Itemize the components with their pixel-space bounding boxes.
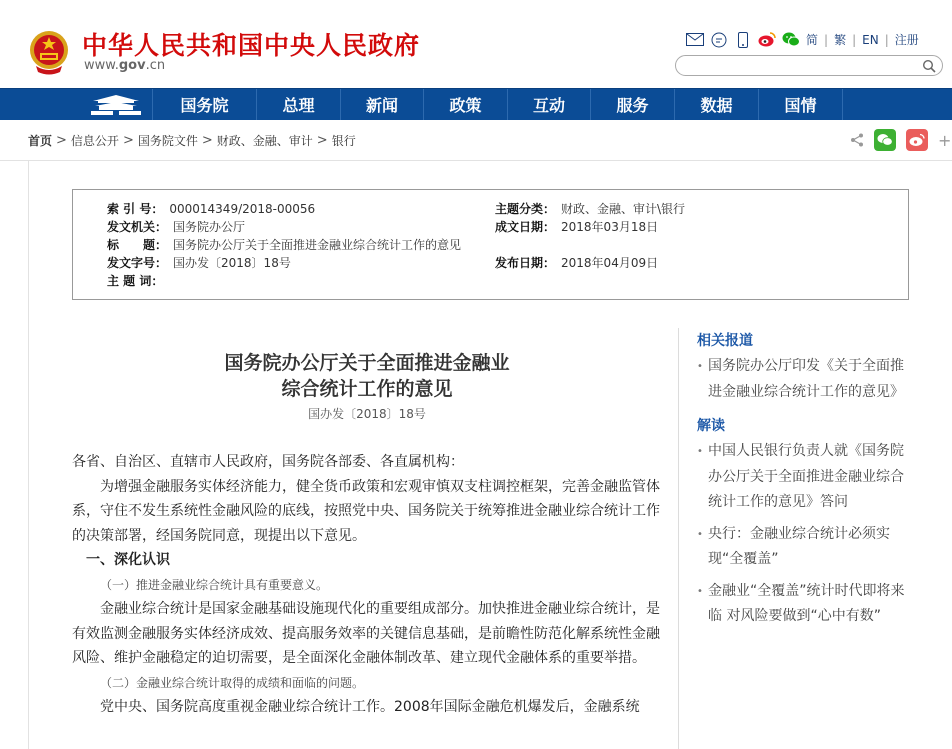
- info-value: 2018年04月09日: [561, 256, 659, 270]
- info-label: 索 引 号：: [107, 202, 164, 216]
- site-title[interactable]: 中华人民共和国中央人民政府: [82, 31, 421, 60]
- tiananmen-icon: [89, 93, 143, 117]
- interpretation-list: [697, 439, 907, 630]
- article-doc-number: 国办发〔2018〕18号: [308, 407, 426, 421]
- site-url-prefix: www.: [84, 58, 119, 73]
- interpretation-link[interactable]: • 央行：金融业综合统计必须实现“全覆盖”: [697, 522, 907, 573]
- breadcrumb-info-disclosure[interactable]: 信息公开: [70, 134, 119, 148]
- simplified-chinese-link[interactable]: 简: [806, 33, 819, 47]
- info-doc-number: [107, 254, 291, 272]
- salutation: 各省、自治区、直辖市人民政府，国务院各部委、各直属机构：: [72, 454, 464, 470]
- search-box: [675, 55, 943, 76]
- share-bar: [850, 129, 951, 151]
- content-border: [28, 160, 29, 749]
- info-issuer: [107, 218, 245, 236]
- nav-item-interaction[interactable]: 互动: [507, 89, 590, 120]
- weibo-share-icon[interactable]: [906, 129, 928, 151]
- share-icon[interactable]: [850, 133, 864, 147]
- more-share-button[interactable]: +: [938, 130, 952, 150]
- info-index: [107, 200, 315, 218]
- nav-item-policy[interactable]: 政策: [423, 89, 507, 120]
- info-label: 主 题 词：: [107, 274, 164, 288]
- breadcrumb-finance[interactable]: 财政、金融、审计: [216, 134, 313, 148]
- info-title: [107, 236, 461, 254]
- site-header: [0, 0, 952, 88]
- separator: |: [824, 32, 829, 47]
- info-topic: [495, 200, 685, 218]
- separator: |: [884, 32, 889, 47]
- info-keywords: [107, 272, 169, 290]
- utility-bar: [686, 31, 919, 48]
- breadcrumb-separator: >: [316, 133, 328, 148]
- info-label: 发文机关：: [107, 220, 168, 234]
- wechat-share-icon[interactable]: [874, 129, 896, 151]
- info-value: 2018年03月18日: [561, 220, 659, 234]
- breadcrumb-separator: >: [201, 133, 213, 148]
- breadcrumb-home[interactable]: 首页: [28, 134, 53, 148]
- mobile-icon[interactable]: [734, 32, 752, 48]
- register-link[interactable]: 注册: [894, 33, 919, 47]
- info-published-date: [495, 254, 658, 272]
- nav-divider: [842, 89, 843, 120]
- document-info-box: [72, 189, 909, 300]
- info-value: 000014349/2018-00056: [169, 202, 316, 216]
- breadcrumb-separator: >: [122, 133, 134, 148]
- nav-item-state-council[interactable]: 国务院: [152, 89, 256, 120]
- national-emblem-logo[interactable]: [28, 28, 70, 76]
- wechat-icon[interactable]: [782, 32, 800, 48]
- site-url[interactable]: [84, 58, 165, 73]
- search-input[interactable]: [686, 58, 926, 77]
- info-label: 发布日期：: [495, 256, 556, 270]
- breadcrumb-state-council-docs[interactable]: 国务院文件: [137, 134, 198, 148]
- article-title: [72, 350, 662, 402]
- traditional-chinese-link[interactable]: 繁: [834, 33, 847, 47]
- related-reports-list: [697, 354, 907, 405]
- sidebar: [697, 330, 907, 640]
- article-body: [72, 450, 662, 720]
- search-icon[interactable]: [922, 59, 936, 73]
- site-url-domain: gov: [118, 58, 146, 73]
- info-value: 国办发〔2018〕18号: [173, 256, 291, 270]
- nav-item-premier[interactable]: 总理: [256, 89, 340, 120]
- mail-icon[interactable]: [686, 32, 704, 48]
- info-created-date: [495, 218, 658, 236]
- english-link[interactable]: EN: [862, 32, 879, 47]
- paragraph: 党中央、国务院高度重视金融业综合统计工作。2008年国际金融危机爆发后，金融系统: [100, 699, 640, 715]
- nav-home[interactable]: [80, 89, 152, 120]
- main-nav: [0, 88, 952, 120]
- info-label: 主题分类：: [495, 202, 556, 216]
- subsection-heading: （二）金融业综合统计取得的成绩和面临的问题。: [100, 675, 365, 690]
- paragraph: 金融业综合统计是国家金融基础设施现代化的重要组成部分。加快推进金融业综合统计，是有效监测金融服务实体经济成效、提高服务效率的关键信息基础，是前瞻性防范化解系统性金融风险、维护金融稳定的迫切需要，是全面深化金融体制改革、建立现代金融体系的重要举措。: [72, 601, 660, 666]
- nav-item-national-info[interactable]: 国情: [758, 89, 842, 120]
- article-title-line: 国务院办公厅关于全面推进金融业: [224, 352, 510, 374]
- breadcrumb-separator: >: [56, 133, 67, 148]
- info-label: 成文日期：: [495, 220, 556, 234]
- info-value: 财政、金融、审计\银行: [561, 202, 686, 216]
- nav-item-news[interactable]: 新闻: [340, 89, 423, 120]
- breadcrumb-banking[interactable]: 银行: [331, 134, 356, 148]
- breadcrumb: [28, 132, 356, 149]
- nav-item-data[interactable]: 数据: [674, 89, 758, 120]
- info-label: 发文字号：: [107, 256, 168, 270]
- subsection-heading: （一）推进金融业综合统计具有重要意义。: [100, 577, 329, 592]
- sidebar-divider: [678, 328, 679, 749]
- weibo-icon[interactable]: [758, 32, 776, 48]
- related-report-link[interactable]: • 国务院办公厅印发《关于全面推进金融业综合统计工作的意见》: [697, 354, 907, 405]
- article-title-line: 综合统计工作的意见: [281, 378, 453, 400]
- separator: |: [852, 32, 857, 47]
- interpretation-link[interactable]: • 中国人民银行负责人就《国务院办公厅关于全面推进金融业综合统计工作的意见》答问: [697, 439, 907, 516]
- site-url-suffix: .cn: [145, 58, 166, 73]
- paragraph: 为增强金融服务实体经济能力，健全货币政策和宏观审慎双支柱调控框架，完善金融监管体系，守住不发生系统性金融风险的底线，按照党中央、国务院关于统筹推进金融业综合统计工作的决策部署，经国务院同意，现提出以下意见。: [72, 478, 660, 544]
- interpretation-link[interactable]: • 金融业“全覆盖”统计时代即将来临 对风险要做到“心中有数”: [697, 579, 907, 630]
- interpretation-heading: 解读: [697, 418, 725, 434]
- related-reports-heading: 相关报道: [697, 333, 753, 349]
- info-label: 标 题：: [107, 238, 168, 252]
- info-value: 国务院办公厅关于全面推进金融业综合统计工作的意见: [173, 238, 462, 252]
- message-icon[interactable]: [710, 32, 728, 48]
- section-heading: 一、深化认识: [86, 552, 170, 568]
- divider: [0, 160, 952, 161]
- nav-item-service[interactable]: 服务: [590, 89, 674, 120]
- info-value: 国务院办公厅: [173, 220, 246, 234]
